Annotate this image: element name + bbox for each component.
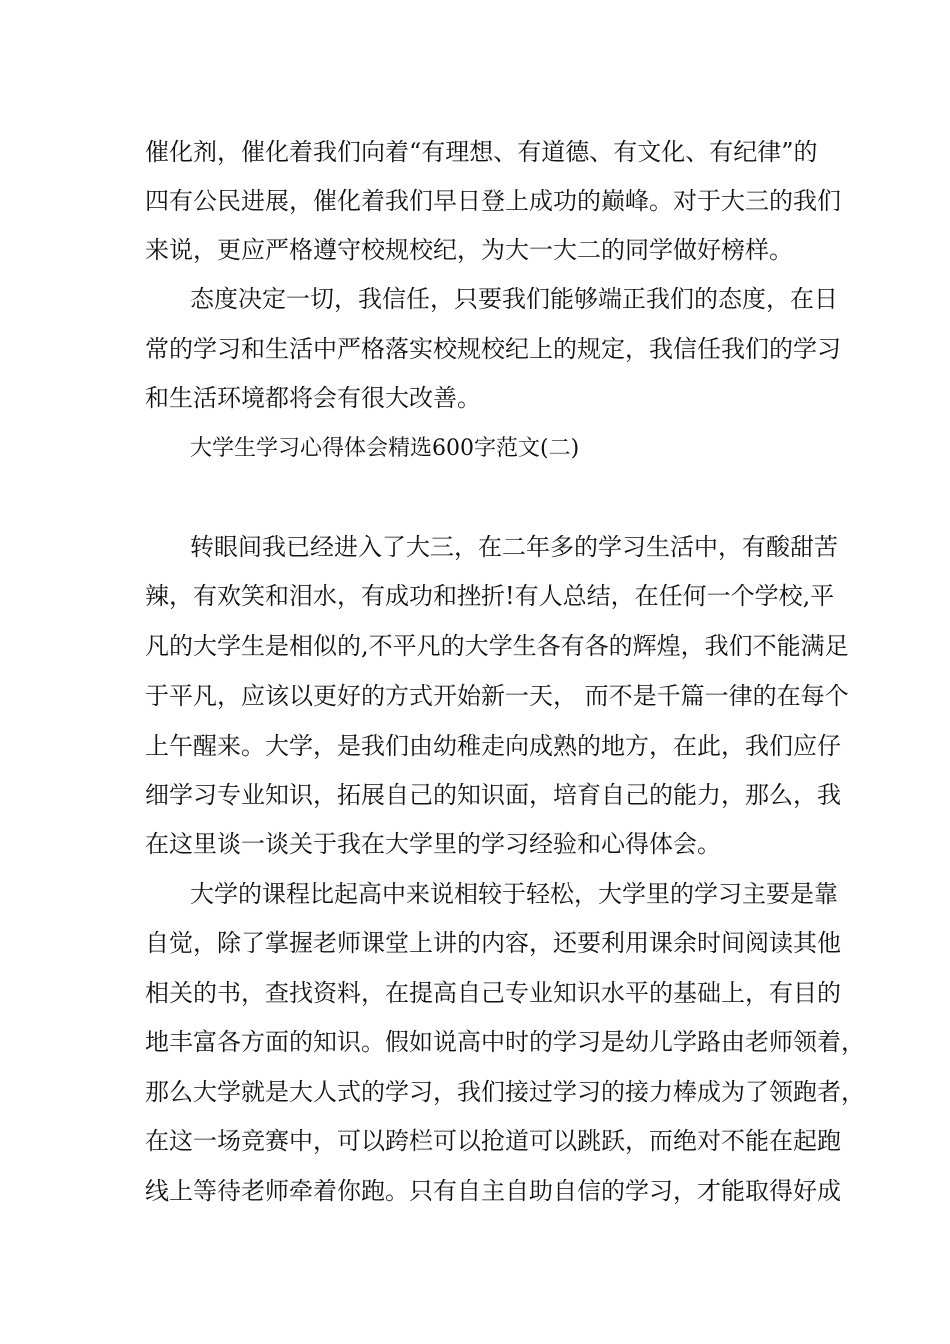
text-line: 相关的书，查找资料，在提高自己专业知识水平的基础上，有目的 bbox=[145, 979, 841, 1007]
text-line: 在这一场竞赛中，可以跨栏可以抢道可以跳跃，而绝对不能在起跑 bbox=[145, 1127, 841, 1155]
text-line: 凡的大学生是相似的,不平凡的大学生各有各的辉煌，我们不能满足 bbox=[145, 632, 849, 660]
paragraph-first-line: 大学的课程比起高中来说相较于轻松，大学里的学习主要是靠 bbox=[190, 880, 838, 908]
section-heading: 大学生学习心得体会精选600字范文(二) bbox=[190, 436, 580, 461]
text-line: 和生活环境都将会有很大改善。 bbox=[145, 384, 481, 412]
text-line: 辣，有欢笑和泪水，有成功和挫折!有人总结，在任何一个学校,平 bbox=[145, 582, 835, 610]
text-line: 常的学习和生活中严格落实校规校纪上的规定，我信任我们的学习 bbox=[145, 335, 841, 363]
text-line: 四有公民进展，催化着我们早日登上成功的巅峰。对于大三的我们 bbox=[145, 187, 841, 215]
text-line: 在这里谈一谈关于我在大学里的学习经验和心得体会。 bbox=[145, 830, 721, 858]
text-line: 催化剂，催化着我们向着“有理想、有道德、有文化、有纪律”的 bbox=[145, 138, 818, 166]
text-line: 那么大学就是大人式的学习，我们接过学习的接力棒成为了领跑者， bbox=[145, 1078, 865, 1106]
text-line: 于平凡，应该以更好的方式开始新一天， 而不是千篇一律的在每个 bbox=[145, 682, 849, 710]
paragraph-first-line: 态度决定一切，我信任，只要我们能够端正我们的态度，在日 bbox=[190, 285, 838, 313]
text-line: 来说，更应严格遵守校规校纪，为大一大二的同学做好榜样。 bbox=[145, 236, 793, 264]
text-line: 细学习专业知识，拓展自己的知识面，培育自己的能力，那么，我 bbox=[145, 781, 841, 809]
text-line: 上午醒来。大学，是我们由幼稚走向成熟的地方，在此，我们应仔 bbox=[145, 732, 841, 760]
text-line: 自觉，除了掌握老师课堂上讲的内容，还要利用课余时间阅读其他 bbox=[145, 929, 841, 957]
paragraph-first-line: 转眼间我已经进入了大三，在二年多的学习生活中，有酸甜苦 bbox=[190, 533, 838, 561]
text-line: 线上等待老师牵着你跑。只有自主自助自信的学习，才能取得好成 bbox=[145, 1177, 841, 1205]
text-line: 地丰富各方面的知识。假如说高中时的学习是幼儿学路由老师领着， bbox=[145, 1028, 865, 1056]
